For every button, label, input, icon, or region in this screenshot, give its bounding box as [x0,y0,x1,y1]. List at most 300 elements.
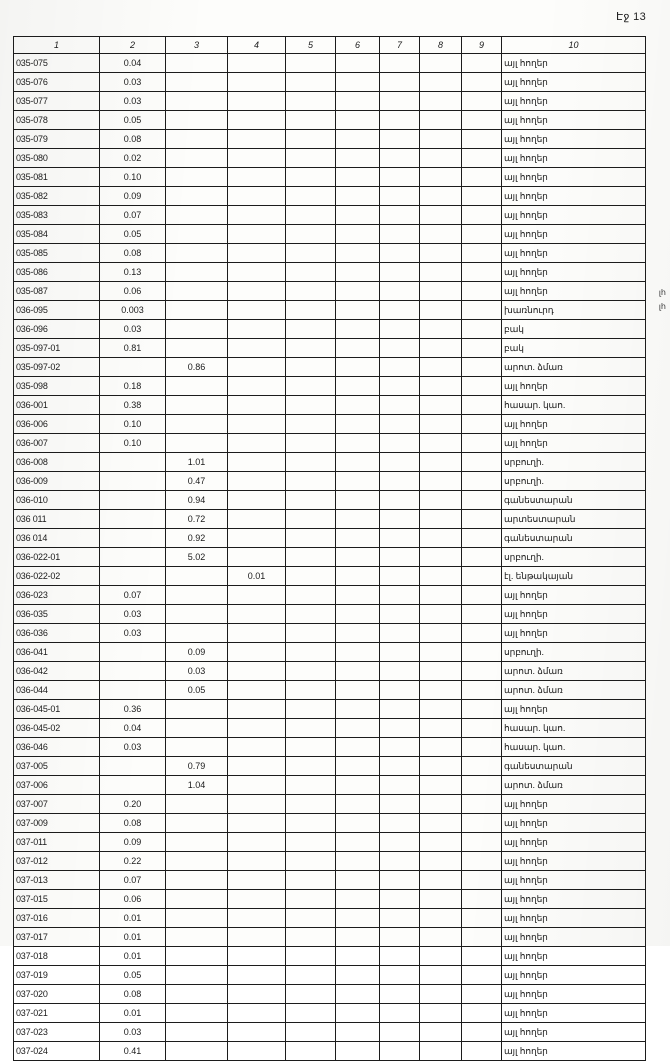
cell-code: 035-097-02 [14,358,100,377]
cell-col5 [286,149,336,168]
cell-note: այլ հողեր [502,814,646,833]
cell-col3 [166,624,228,643]
cell-col6 [336,130,380,149]
table-row [14,1023,646,1042]
cell-col6 [336,244,380,263]
cell-col3 [166,852,228,871]
cell-col7 [380,1004,420,1023]
cell-note: այլ հողեր [502,434,646,453]
cell-col9 [462,377,502,396]
cell-col8 [420,111,462,130]
cell-col2: 0.38 [100,396,166,415]
cell-col4 [228,510,286,529]
cell-col5 [286,738,336,757]
cell-note: այլ հողեր [502,282,646,301]
cell-code: 037-006 [14,776,100,795]
cell-col6 [336,624,380,643]
cell-col8 [420,966,462,985]
cell-col7 [380,206,420,225]
cell-col6 [336,871,380,890]
cell-col3: 0.86 [166,358,228,377]
cell-col9 [462,130,502,149]
cell-col5 [286,624,336,643]
table-row [14,947,646,966]
cell-col2: 0.05 [100,225,166,244]
cell-col3 [166,168,228,187]
cell-col4 [228,947,286,966]
cell-col2 [100,643,166,662]
cell-col5 [286,643,336,662]
cell-col4 [228,244,286,263]
cell-col5 [286,909,336,928]
cell-note: գանեստարան [502,529,646,548]
cell-col9 [462,472,502,491]
cell-code: 036-010 [14,491,100,510]
cell-col8 [420,605,462,624]
cell-note: այլ հողեր [502,700,646,719]
cell-col3 [166,833,228,852]
table-row [14,510,646,529]
cell-code: 037-016 [14,909,100,928]
cell-col4 [228,1042,286,1061]
table-row [14,339,646,358]
cell-col5 [286,928,336,947]
cell-col9 [462,491,502,510]
cell-col9 [462,795,502,814]
cell-col6 [336,567,380,586]
cell-note: այլ հողեր [502,73,646,92]
cell-code: 035-077 [14,92,100,111]
cell-code: 037-015 [14,890,100,909]
column-header-9: 9 [462,37,502,54]
table-row [14,168,646,187]
table-row [14,985,646,1004]
cell-col5 [286,662,336,681]
cell-col2: 0.03 [100,605,166,624]
cell-col2: 0.03 [100,92,166,111]
cell-col5 [286,453,336,472]
cell-col4 [228,149,286,168]
cell-col7 [380,966,420,985]
cell-col6 [336,966,380,985]
cell-code: 037-020 [14,985,100,1004]
table-row [14,548,646,567]
cell-col4 [228,624,286,643]
cell-col7 [380,320,420,339]
cell-col6 [336,852,380,871]
cell-col2: 0.04 [100,54,166,73]
cell-col9 [462,985,502,1004]
cell-col2: 0.09 [100,833,166,852]
cell-col7 [380,301,420,320]
cell-col8 [420,890,462,909]
table-row [14,472,646,491]
column-header-5: 5 [286,37,336,54]
table-row [14,453,646,472]
cell-col9 [462,814,502,833]
cell-col7 [380,548,420,567]
cell-col5 [286,510,336,529]
cell-col9 [462,1023,502,1042]
cell-note: այլ հողեր [502,928,646,947]
cell-col7 [380,472,420,491]
cell-col8 [420,852,462,871]
column-header-2: 2 [100,37,166,54]
cell-col8 [420,149,462,168]
table-row [14,434,646,453]
cell-col6 [336,947,380,966]
cell-note: այլ հողեր [502,890,646,909]
cell-col7 [380,1023,420,1042]
cell-col9 [462,73,502,92]
cell-col5 [286,130,336,149]
cell-col2 [100,757,166,776]
cell-col8 [420,358,462,377]
table-row [14,776,646,795]
cell-col6 [336,662,380,681]
cell-col9 [462,225,502,244]
table-row [14,377,646,396]
cell-note: հասար. կաո. [502,719,646,738]
cell-code: 036-007 [14,434,100,453]
cell-col4 [228,168,286,187]
cell-col4 [228,833,286,852]
cell-col6 [336,187,380,206]
cell-col2: 0.07 [100,871,166,890]
cell-col3 [166,947,228,966]
cell-col4 [228,1004,286,1023]
cell-col7 [380,187,420,206]
cell-col7 [380,377,420,396]
cell-col5 [286,795,336,814]
cell-note: այլ հողեր [502,1004,646,1023]
table-row [14,149,646,168]
cell-col5 [286,263,336,282]
cell-col3: 0.92 [166,529,228,548]
cell-col6 [336,833,380,852]
cell-note: բակ [502,320,646,339]
cell-note: այլ հողեր [502,244,646,263]
cell-col9 [462,149,502,168]
cell-code: 035-087 [14,282,100,301]
cell-code: 036 011 [14,510,100,529]
cell-col9 [462,453,502,472]
cell-col3 [166,92,228,111]
cell-code: 036-023 [14,586,100,605]
cell-col3 [166,225,228,244]
cell-col2: 0.06 [100,890,166,909]
cell-col7 [380,947,420,966]
cell-col6 [336,1042,380,1061]
cell-col4 [228,852,286,871]
table-row [14,662,646,681]
cell-col2: 0.18 [100,377,166,396]
cell-col9 [462,206,502,225]
cell-code: 036-008 [14,453,100,472]
cell-col8 [420,548,462,567]
cell-col9 [462,510,502,529]
cell-col8 [420,681,462,700]
cell-col6 [336,890,380,909]
cell-col2 [100,776,166,795]
cell-col5 [286,282,336,301]
cell-col6 [336,1004,380,1023]
table-row [14,54,646,73]
cell-col6 [336,206,380,225]
table-row [14,529,646,548]
cell-col9 [462,92,502,111]
cell-col9 [462,434,502,453]
cell-col3 [166,1023,228,1042]
cell-col3 [166,263,228,282]
cell-col6 [336,795,380,814]
cell-code: 036-036 [14,624,100,643]
cell-col6 [336,529,380,548]
cell-col9 [462,852,502,871]
table-row [14,643,646,662]
cell-col3 [166,187,228,206]
table-row [14,206,646,225]
cell-col4 [228,54,286,73]
cell-note: այլ հողեր [502,130,646,149]
table-row [14,111,646,130]
cell-code: 036-001 [14,396,100,415]
cell-col9 [462,776,502,795]
cell-note: արոտ. ձմառ [502,358,646,377]
cell-code: 037-012 [14,852,100,871]
cell-col7 [380,890,420,909]
table-row [14,909,646,928]
cell-col2: 0.03 [100,73,166,92]
cell-note: սրբուղի. [502,548,646,567]
table-row [14,624,646,643]
land-registry-table [13,36,646,1061]
cell-note: այլ հողեր [502,149,646,168]
cell-col8 [420,985,462,1004]
table-row [14,73,646,92]
cell-note: այլ հողեր [502,1023,646,1042]
cell-col8 [420,434,462,453]
cell-col7 [380,282,420,301]
cell-col5 [286,852,336,871]
cell-col7 [380,681,420,700]
cell-col7 [380,909,420,928]
column-header-4: 4 [228,37,286,54]
cell-col7 [380,814,420,833]
cell-col7 [380,833,420,852]
table-row [14,244,646,263]
cell-col3 [166,73,228,92]
cell-col7 [380,871,420,890]
cell-code: 035-083 [14,206,100,225]
cell-col4 [228,776,286,795]
cell-col5 [286,548,336,567]
table-row [14,605,646,624]
cell-col5 [286,301,336,320]
cell-col8 [420,738,462,757]
cell-col7 [380,415,420,434]
cell-col4 [228,206,286,225]
cell-note: այլ հողեր [502,833,646,852]
cell-col9 [462,187,502,206]
cell-col5 [286,1004,336,1023]
cell-col4 [228,396,286,415]
cell-col2: 0.01 [100,947,166,966]
cell-col2: 0.05 [100,966,166,985]
cell-col3 [166,738,228,757]
table-row [14,282,646,301]
table-row [14,491,646,510]
column-header-10: 10 [502,37,646,54]
table-row [14,187,646,206]
cell-col9 [462,605,502,624]
cell-col5 [286,1042,336,1061]
cell-col8 [420,187,462,206]
cell-code: 036 014 [14,529,100,548]
cell-col4 [228,890,286,909]
table-row [14,681,646,700]
cell-col7 [380,1042,420,1061]
cell-col4 [228,966,286,985]
cell-col2 [100,491,166,510]
cell-col4 [228,605,286,624]
cell-col7 [380,852,420,871]
cell-col8 [420,415,462,434]
cell-col2 [100,567,166,586]
cell-code: 036-045-02 [14,719,100,738]
cell-col5 [286,833,336,852]
cell-col2: 0.03 [100,624,166,643]
cell-col6 [336,1023,380,1042]
cell-col5 [286,947,336,966]
table-row [14,966,646,985]
cell-col4 [228,985,286,1004]
cell-col2: 0.07 [100,586,166,605]
cell-code: 036-041 [14,643,100,662]
cell-col4 [228,909,286,928]
cell-col7 [380,92,420,111]
cell-col3 [166,985,228,1004]
cell-code: 037-007 [14,795,100,814]
cell-col3 [166,396,228,415]
cell-col3 [166,928,228,947]
cell-col8 [420,871,462,890]
cell-col5 [286,339,336,358]
cell-col2: 0.20 [100,795,166,814]
cell-col6 [336,168,380,187]
cell-col7 [380,130,420,149]
cell-col2: 0.07 [100,206,166,225]
cell-col7 [380,795,420,814]
cell-col4 [228,662,286,681]
cell-col7 [380,168,420,187]
cell-col6 [336,320,380,339]
cell-col7 [380,700,420,719]
cell-col3 [166,415,228,434]
cell-col9 [462,909,502,928]
cell-col6 [336,282,380,301]
cell-col4 [228,643,286,662]
cell-col3: 0.94 [166,491,228,510]
table-row [14,738,646,757]
cell-col4 [228,92,286,111]
cell-col2 [100,510,166,529]
cell-col9 [462,700,502,719]
cell-col6 [336,301,380,320]
cell-col2: 0.13 [100,263,166,282]
cell-col7 [380,396,420,415]
cell-note: գանեստարան [502,757,646,776]
cell-col8 [420,73,462,92]
cell-col5 [286,206,336,225]
cell-col7 [380,54,420,73]
table-row [14,1004,646,1023]
cell-col8 [420,719,462,738]
cell-col9 [462,928,502,947]
column-header-8: 8 [420,37,462,54]
table-row [14,814,646,833]
cell-col2: 0.01 [100,909,166,928]
cell-col9 [462,168,502,187]
cell-col2: 0.03 [100,738,166,757]
cell-col7 [380,225,420,244]
cell-col6 [336,434,380,453]
cell-col6 [336,73,380,92]
cell-col9 [462,681,502,700]
cell-col2: 0.10 [100,168,166,187]
cell-note: հասար. կաո. [502,738,646,757]
cell-col7 [380,453,420,472]
cell-col7 [380,263,420,282]
cell-note: բակ [502,339,646,358]
column-header-7: 7 [380,37,420,54]
cell-note: այլ հողեր [502,415,646,434]
cell-col7 [380,643,420,662]
table-row [14,719,646,738]
cell-col3 [166,320,228,339]
cell-note: այլ հողեր [502,1042,646,1061]
cell-col2: 0.02 [100,149,166,168]
cell-col5 [286,605,336,624]
cell-col7 [380,605,420,624]
cell-col5 [286,396,336,415]
cell-code: 037-021 [14,1004,100,1023]
cell-col2 [100,472,166,491]
cell-col5 [286,244,336,263]
cell-col9 [462,947,502,966]
cell-col2: 0.41 [100,1042,166,1061]
cell-col6 [336,738,380,757]
cell-code: 036-096 [14,320,100,339]
cell-col6 [336,776,380,795]
cell-col8 [420,662,462,681]
cell-col4: 0.01 [228,567,286,586]
cell-code: 036-044 [14,681,100,700]
cell-col9 [462,662,502,681]
cell-code: 035-097-01 [14,339,100,358]
cell-col2: 0.003 [100,301,166,320]
cell-col5 [286,168,336,187]
cell-col8 [420,624,462,643]
column-header-6: 6 [336,37,380,54]
cell-col8 [420,776,462,795]
cell-col4 [228,301,286,320]
cell-code: 037-017 [14,928,100,947]
cell-col4 [228,586,286,605]
cell-col7 [380,149,420,168]
cell-col2: 0.08 [100,130,166,149]
cell-col9 [462,548,502,567]
